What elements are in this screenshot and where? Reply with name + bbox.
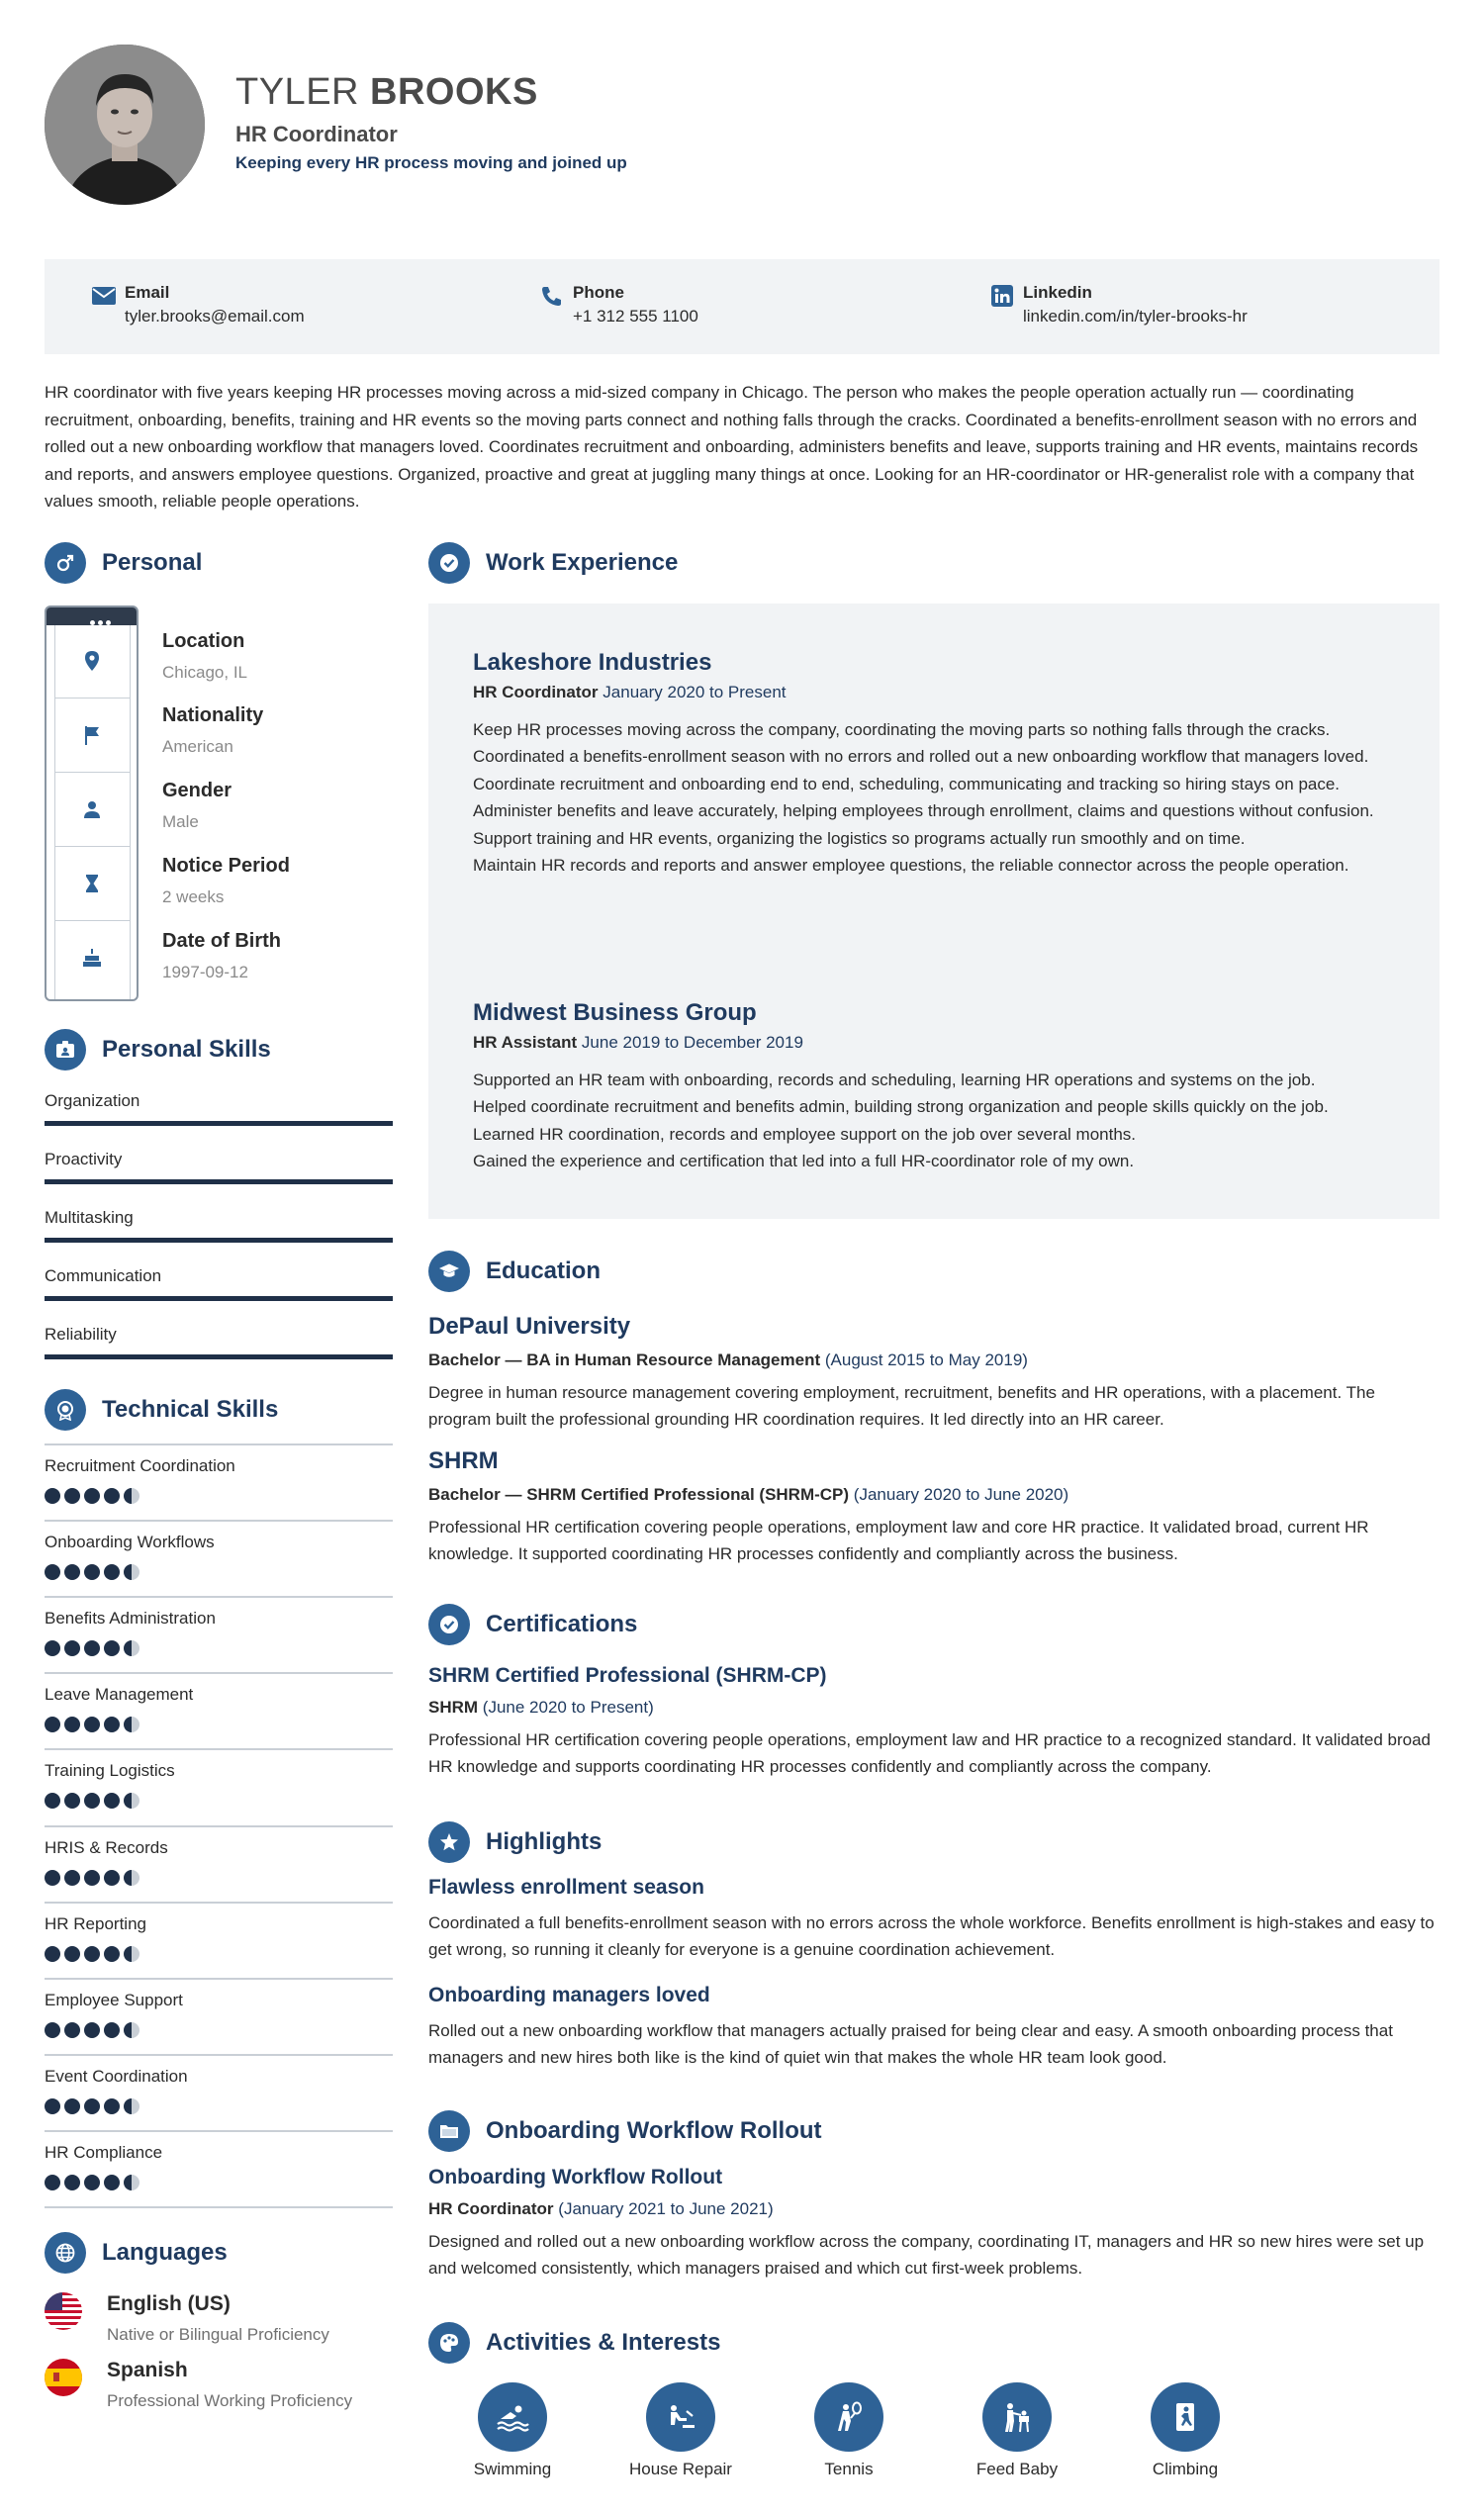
- school-name: DePaul University: [428, 1313, 631, 1340]
- profile-photo: [45, 45, 205, 205]
- interest-label: Tennis: [824, 2460, 874, 2478]
- technical-skill: [45, 1825, 393, 1902]
- rating-dot: [64, 1793, 80, 1809]
- language-name: English (US): [107, 2292, 231, 2315]
- job-entry: [473, 649, 1413, 879]
- skill-bar: [45, 1121, 393, 1126]
- certification-name: SHRM Certified Professional (SHRM-CP): [428, 1664, 827, 1687]
- job-bullets: [473, 716, 1413, 879]
- job-title-line: [473, 1033, 1413, 1053]
- skill-name: HRIS & Records: [45, 1837, 168, 1857]
- technical-skill: [45, 1672, 393, 1748]
- interest-label: Swimming: [473, 2460, 552, 2478]
- rating-dot: [64, 1717, 80, 1732]
- certification-description: Professional HR certification covering people operations, employment law and HR practice to a recognized standard. It validated broad HR knowledge and supports coordinating HR processes confidently and compliantly across the company.: [428, 1730, 1431, 1777]
- skill-name: Proactivity: [45, 1150, 123, 1168]
- personal-location: [162, 630, 247, 683]
- contact-label: Phone: [573, 283, 624, 302]
- last-name: BROOKS: [370, 71, 538, 113]
- verified-badge-icon: [428, 542, 470, 584]
- email-icon: [91, 285, 117, 307]
- phone-icon: [539, 285, 565, 307]
- degree: Bachelor — BA in Human Resource Management: [428, 1350, 821, 1369]
- rating-dot: [104, 1870, 120, 1886]
- rating-dot: [104, 1564, 120, 1580]
- contact-value[interactable]: +1 312 555 1100: [573, 307, 698, 326]
- rating-dot: [124, 1793, 139, 1809]
- skill-bar-fill: [45, 1354, 393, 1359]
- personal-skill: [45, 1208, 393, 1228]
- award-icon: [45, 1389, 86, 1431]
- rating-dot: [124, 1946, 139, 1962]
- flag-icon: [55, 699, 130, 773]
- job-bullet: Maintain HR records and reports and answer employee questions, the reliable connector across the people operation.: [473, 856, 1349, 876]
- skill-name: Organization: [45, 1091, 140, 1110]
- language-level: Professional Working Proficiency: [107, 2391, 353, 2410]
- rating-dot: [84, 1946, 100, 1962]
- rating-dot: [104, 1640, 120, 1656]
- skill-name: Reliability: [45, 1325, 117, 1344]
- job-bullet: Support training and HR events, organizing the logistics so programs actually run smoothly and on time.: [473, 828, 1246, 848]
- job-bullet: Helped coordinate recruitment and benefits admin, building strong organization and people skills quickly on the job.: [473, 1097, 1329, 1117]
- education-entry: [428, 1313, 1439, 1434]
- contact-label: Linkedin: [1023, 283, 1092, 302]
- rating-dot: [64, 2175, 80, 2190]
- skill-name: HR Compliance: [45, 2142, 163, 2162]
- personal-gender: [162, 780, 232, 832]
- skill-name: Multitasking: [45, 1208, 134, 1227]
- birthday-cake-icon: [55, 922, 130, 995]
- skill-name: Recruitment Coordination: [45, 1456, 235, 1475]
- rating-dot: [124, 1564, 139, 1580]
- tagline: Keeping every HR process moving and joined up: [235, 153, 627, 172]
- rating-dot: [104, 2175, 120, 2190]
- education-entry: [428, 1447, 1439, 1568]
- personal-date-of-birth: [162, 930, 281, 982]
- divider: [45, 2206, 393, 2208]
- person-icon: [55, 774, 130, 847]
- rating-dot: [104, 1946, 120, 1962]
- personal-skill: [45, 1150, 393, 1169]
- tennis-icon: [814, 2382, 883, 2452]
- skill-name: HR Reporting: [45, 1913, 146, 1933]
- section-title: Activities & Interests: [486, 2329, 721, 2356]
- job-bullet: Keep HR processes moving across the company, coordinating the moving parts so nothing falls through the cracks.: [473, 720, 1331, 739]
- rating-dot: [84, 1640, 100, 1656]
- job-bullets: [473, 1067, 1413, 1175]
- highlight-description: Coordinated a full benefits-enrollment season with no errors across the whole workforce. Benefits enrollment is high-stakes and easy to get wrong, so running it cleanly for everyone is a genuine coordination achievement.: [428, 1913, 1435, 1960]
- technical-skill: [45, 1443, 393, 1520]
- job-bullet: Learned HR coordination, records and employee support on the job over several months.: [473, 1124, 1136, 1144]
- section-title: Highlights: [486, 1828, 603, 1855]
- degree-line: [428, 1485, 1439, 1505]
- rating-dot: [64, 2098, 80, 2114]
- job-bullet: Coordinated a benefits-enrollment season with no errors and rolled out a new onboarding workflow that managers loved.: [473, 747, 1369, 767]
- skill-name: Employee Support: [45, 1990, 183, 2009]
- rating-dot: [45, 1640, 60, 1656]
- highlight-entry: [428, 1876, 1439, 1964]
- job-bullet: Administer benefits and leave accurately, helping employees through enrollment, claims and questions without confusion.: [473, 801, 1374, 821]
- interest-label: House Repair: [629, 2460, 732, 2478]
- rating-dot: [84, 1488, 100, 1504]
- job-bullet: Supported an HR team with onboarding, records and scheduling, learning HR operations and systems on the job.: [473, 1071, 1316, 1089]
- rating-dot: [45, 2098, 60, 2114]
- rating-dot: [45, 1717, 60, 1732]
- rating-dot: [124, 1640, 139, 1656]
- certification-entry: [428, 1664, 1439, 1781]
- personal-skill: [45, 1266, 393, 1286]
- climbing-icon: [1151, 2382, 1220, 2452]
- rating-dot: [45, 1564, 60, 1580]
- skill-name: Leave Management: [45, 1685, 194, 1705]
- highlight-description: Rolled out a new onboarding workflow that managers actually praised for being clear and easy. A smooth onboarding process that managers and new hires both like is the kind of quiet win that makes the whole HR team look good.: [428, 2021, 1393, 2068]
- rating-dot: [45, 2022, 60, 2038]
- personal-label: Gender: [162, 780, 232, 801]
- section-title: Certifications: [486, 1611, 638, 1637]
- skill-name: Benefits Administration: [45, 1609, 216, 1629]
- rating-dot: [104, 2098, 120, 2114]
- graduation-cap-icon: [428, 1251, 470, 1292]
- education-description: Degree in human resource management covering employment, recruitment, benefits and HR operations, with a placement. The program built the professional grounding HR coordination requires. It led directly into an HR career.: [428, 1383, 1375, 1430]
- rating-dot: [84, 1717, 100, 1732]
- section-title: Work Experience: [486, 549, 679, 576]
- skill-name: Onboarding Workflows: [45, 1533, 215, 1552]
- rating-dot: [124, 1488, 139, 1504]
- personal-label: Date of Birth: [162, 930, 281, 952]
- interest-label: Climbing: [1152, 2460, 1219, 2478]
- rating-dot: [84, 2175, 100, 2190]
- technical-skill: [45, 2130, 393, 2206]
- project-description: Designed and rolled out a new onboarding workflow across the company, coordinating IT, managers and HR so new hires were set up and welcomed consistently, which managers praised and which cut first-week problems.: [428, 2232, 1425, 2279]
- job-bullet: Gained the experience and certification that led into a full HR-coordinator role of my own.: [473, 1152, 1135, 1171]
- highlight-title: Flawless enrollment season: [428, 1876, 704, 1899]
- education-dates: (January 2020 to June 2020): [853, 1485, 1069, 1504]
- education-dates: (August 2015 to May 2019): [824, 1350, 1028, 1369]
- skill-bar: [45, 1296, 393, 1301]
- personal-value: Male: [162, 812, 199, 831]
- rating-dot: [104, 1488, 120, 1504]
- house-repair-icon: [646, 2382, 715, 2452]
- technical-skill: [45, 1520, 393, 1596]
- rating-dot: [124, 1870, 139, 1886]
- job-dates: June 2019 to December 2019: [581, 1033, 803, 1052]
- profile-summary: HR coordinator with five years keeping HR processes moving across a mid-sized company in Chicago. The person who makes the people operation actually run — coordinating recruitment, onboarding, benefits, training and HR events so the moving parts connect and nothing falls through the cracks. Coordinated a benefits-enrollment season with no errors and rolled out a new onboarding workflow that managers loved. Coordinates recruitment and onboarding, administers benefits and leave, supports training and HR events, maintains records and reports, and answers employee questions. Organized, proactive and great at juggling many things at once. Looking for an HR-coordinator or HR-generalist role with a company that values smooth, reliable people operations.: [45, 383, 1419, 511]
- gender-icon: [45, 542, 86, 584]
- swimming-icon: [478, 2382, 547, 2452]
- project-name: Onboarding Workflow Rollout: [428, 2166, 723, 2188]
- personal-value: American: [162, 737, 233, 756]
- project-entry: [428, 2166, 1439, 2282]
- job-entry: [473, 999, 1413, 1175]
- job-title-line: [473, 683, 1413, 702]
- rating-dot: [124, 2022, 139, 2038]
- degree: Bachelor — SHRM Certified Professional (SHRM-CP): [428, 1485, 850, 1504]
- job-title: HR Coordinator: [473, 683, 599, 701]
- rating-dot: [104, 2022, 120, 2038]
- skill-bar-fill: [45, 1179, 393, 1184]
- personal-value: 1997-09-12: [162, 963, 248, 981]
- project-role-line: [428, 2199, 1439, 2219]
- technical-skill: [45, 1748, 393, 1824]
- language-level: Native or Bilingual Proficiency: [107, 2325, 329, 2344]
- rating-dot: [45, 1488, 60, 1504]
- certification-issuer: SHRM: [428, 1698, 479, 1717]
- skill-bar-fill: [45, 1121, 393, 1126]
- degree-line: [428, 1350, 1439, 1370]
- rating-dot: [84, 2022, 100, 2038]
- section-title: Technical Skills: [102, 1396, 279, 1423]
- skill-bar-fill: [45, 1238, 393, 1243]
- rating-dot: [45, 1870, 60, 1886]
- palette-icon: [428, 2322, 470, 2364]
- folder-icon: [428, 2110, 470, 2152]
- rating-dot: [64, 1946, 80, 1962]
- rating-dot: [104, 1717, 120, 1732]
- contact-label: Email: [125, 283, 170, 302]
- skill-name: Event Coordination: [45, 2066, 188, 2086]
- rating-dot: [64, 2022, 80, 2038]
- project-dates: (January 2021 to June 2021): [558, 2199, 774, 2218]
- rating-dot: [124, 2098, 139, 2114]
- section-title: Languages: [102, 2239, 228, 2266]
- star-badge-icon: [428, 1821, 470, 1863]
- job-dates: January 2020 to Present: [603, 683, 787, 701]
- id-badge-icon: [45, 1029, 86, 1071]
- skill-bar: [45, 1179, 393, 1184]
- company-name: Lakeshore Industries: [473, 649, 712, 676]
- rating-dot: [64, 1640, 80, 1656]
- section-title: Personal: [102, 549, 203, 576]
- company-name: Midwest Business Group: [473, 999, 757, 1026]
- personal-value: Chicago, IL: [162, 663, 247, 682]
- technical-skill: [45, 1902, 393, 1978]
- job-title: HR Assistant: [473, 1033, 578, 1052]
- personal-nationality: [162, 704, 263, 757]
- rating-dot: [45, 1793, 60, 1809]
- rating-dot: [104, 1793, 120, 1809]
- personal-skill: [45, 1091, 393, 1111]
- certification-dates: (June 2020 to Present): [482, 1698, 654, 1717]
- project-role: HR Coordinator: [428, 2199, 554, 2218]
- personal-value: 2 weeks: [162, 887, 225, 906]
- skill-bar: [45, 1238, 393, 1243]
- highlight-title: Onboarding managers loved: [428, 1984, 710, 2006]
- rating-dot: [84, 1870, 100, 1886]
- verified-badge-icon: [428, 1604, 470, 1645]
- work-experience-panel: [428, 604, 1439, 1219]
- contact-value[interactable]: linkedin.com/in/tyler-brooks-hr: [1023, 307, 1248, 326]
- candidate-name: [235, 71, 538, 114]
- certification-line: [428, 1698, 1439, 1718]
- section-title: Onboarding Workflow Rollout: [486, 2117, 822, 2144]
- job-role: HR Coordinator: [235, 122, 398, 146]
- hourglass-icon: [55, 848, 130, 921]
- rating-dot: [84, 1564, 100, 1580]
- personal-label: Location: [162, 630, 245, 652]
- rating-dot: [64, 1870, 80, 1886]
- rating-dot: [84, 2098, 100, 2114]
- skill-bar: [45, 1354, 393, 1359]
- linkedin-icon: [989, 285, 1015, 307]
- contact-bar: [45, 259, 1439, 354]
- spain-flag-icon: [45, 2359, 82, 2396]
- card-header-bar: [46, 607, 137, 625]
- personal-label: Nationality: [162, 704, 264, 726]
- language-name: Spanish: [107, 2359, 188, 2381]
- location-pin-icon: [55, 625, 130, 698]
- school-name: SHRM: [428, 1447, 499, 1474]
- personal-card: [45, 605, 139, 1001]
- first-name: TYLER: [235, 71, 359, 113]
- rating-dot: [64, 1564, 80, 1580]
- skill-bar-fill: [45, 1296, 393, 1301]
- us-flag-icon: [45, 2292, 82, 2330]
- personal-label: Notice Period: [162, 855, 290, 877]
- contact-value[interactable]: tyler.brooks@email.com: [125, 307, 305, 326]
- job-bullet: Coordinate recruitment and onboarding end to end, scheduling, communicating and tracking so hiring stays on pace.: [473, 774, 1341, 793]
- technical-skill: [45, 1978, 393, 2054]
- skill-name: Communication: [45, 1266, 162, 1285]
- personal-notice-period: [162, 855, 290, 907]
- section-title: Education: [486, 1257, 602, 1284]
- feed-baby-icon: [982, 2382, 1052, 2452]
- technical-skill: [45, 2054, 393, 2130]
- education-description: Professional HR certification covering people operations, employment law and core HR practice. It validated broad, current HR knowledge. It supported coordinating HR processes confidently and compliantly across the business.: [428, 1518, 1369, 1564]
- skill-name: Training Logistics: [45, 1761, 175, 1781]
- rating-dot: [45, 1946, 60, 1962]
- technical-skill: [45, 1596, 393, 1672]
- rating-dot: [45, 2175, 60, 2190]
- section-title: Personal Skills: [102, 1036, 271, 1063]
- highlight-entry: [428, 1984, 1439, 2072]
- rating-dot: [64, 1488, 80, 1504]
- personal-skill: [45, 1325, 393, 1345]
- rating-dot: [84, 1793, 100, 1809]
- globe-icon: [45, 2232, 86, 2274]
- rating-dot: [124, 2175, 139, 2190]
- rating-dot: [124, 1717, 139, 1732]
- interest-label: Feed Baby: [975, 2460, 1059, 2478]
